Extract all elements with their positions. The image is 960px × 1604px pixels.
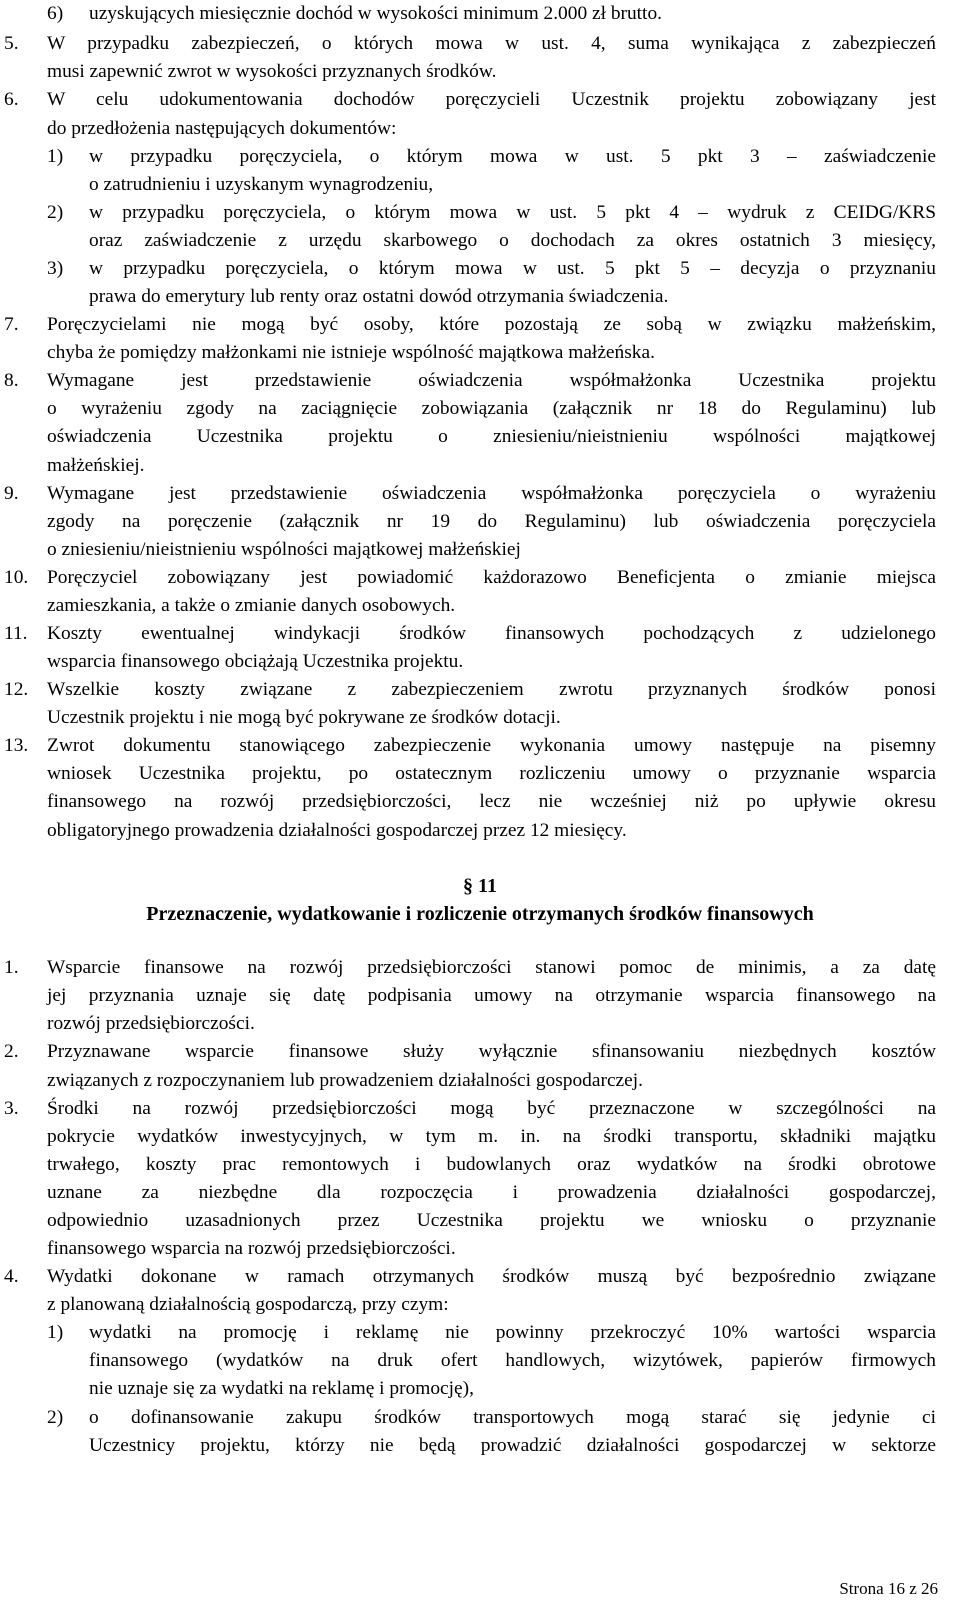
- paragraph-line: uznane za niezbędne dla rozpoczęcia i prowadzenia działalności gospodarczej,: [47, 1182, 936, 1203]
- paragraph-line: Wsparcie finansowe na rozwój przedsiębiorczości stanowi pomoc de minimis, a za datę: [47, 957, 936, 978]
- paragraph-number: 3.: [4, 1098, 19, 1119]
- paragraph-number: 13.: [4, 735, 29, 756]
- sub-item-line: o dofinansowanie zakupu środków transportowych mogą starać się jedynie ci: [89, 1407, 936, 1428]
- sub-item-line: finansowego (wydatków na druk ofert handlowych, wizytówek, papierów firmowych: [89, 1350, 936, 1371]
- paragraph-number: 2.: [4, 1041, 19, 1062]
- paragraph-number: 10.: [4, 567, 29, 588]
- paragraph-line: finansowego wsparcia na rozwój przedsiębiorczości.: [47, 1238, 456, 1259]
- sub-item-number: 2): [47, 1407, 64, 1428]
- paragraph-line: jej przyznania uznaje się datę podpisania umowy na otrzymanie wsparcia finansowego na: [47, 985, 936, 1006]
- paragraph-line: oświadczenia Uczestnika projektu o zniesieniu/nieistnieniu wspólności majątkowej: [47, 426, 936, 447]
- sub-item-line: o zatrudnieniu i uzyskanym wynagrodzeniu,: [89, 174, 434, 195]
- sub-item-number: 1): [47, 1322, 64, 1343]
- sub-item-line: Uczestnicy projektu, którzy nie będą prowadzić działalności gospodarczej w sektorze: [89, 1435, 936, 1456]
- paragraph-line: Koszty ewentualnej windykacji środków finansowych pochodzących z udzielonego: [47, 623, 936, 644]
- paragraph-line: zamieszkania, a także o zmianie danych osobowych.: [47, 595, 456, 616]
- paragraph-line: Wymagane jest przedstawienie oświadczenia współmałżonka Uczestnika projektu: [47, 370, 936, 391]
- paragraph-line: Poręczyciel zobowiązany jest powiadomić każdorazowo Beneficjenta o zmianie miejsca: [47, 567, 936, 588]
- paragraph-line: zgody na poręczenie (załącznik nr 19 do Regulaminu) lub oświadczenia poręczyciela: [47, 511, 936, 532]
- page-number: Strona 16 z 26: [839, 1579, 938, 1598]
- paragraph-line: z planowaną działalnością gospodarczą, przy czym:: [47, 1294, 449, 1315]
- paragraph-line: trwałego, koszty prac remontowych i budowlanych oraz wydatków na środki obrotowe: [47, 1154, 936, 1175]
- sub-item-line: w przypadku poręczyciela, o którym mowa w ust. 5 pkt 3 – zaświadczenie: [89, 146, 936, 167]
- paragraph-line: obligatoryjnego prowadzenia działalności gospodarczej przez 12 miesięcy.: [47, 820, 627, 841]
- paragraph-line: Poręczycielami nie mogą być osoby, które pozostają ze sobą w związku małżeńskim,: [47, 314, 936, 335]
- paragraph-line: musi zapewnić zwrot w wysokości przyznanych środków.: [47, 61, 497, 82]
- paragraph-line: Wymagane jest przedstawienie oświadczenia współmałżonka poręczyciela o wyrażeniu: [47, 483, 936, 504]
- paragraph-line: rozwój przedsiębiorczości.: [47, 1013, 255, 1034]
- paragraph-number: 4.: [4, 1266, 19, 1287]
- paragraph-line: o wyrażeniu zgody na zaciągnięcie zobowiązania (załącznik nr 18 do Regulaminu) lub: [47, 398, 936, 419]
- sub-item-line: nie uznaje się za wydatki na reklamę i promocję),: [89, 1378, 474, 1399]
- sub-item-number: 2): [47, 202, 64, 223]
- sub-item-number: 1): [47, 146, 64, 167]
- sub-item-line: prawa do emerytury lub renty oraz ostatni dowód otrzymania świadczenia.: [89, 286, 669, 307]
- paragraph-line: związanych z rozpoczynaniem lub prowadzeniem działalności gospodarczej.: [47, 1070, 643, 1091]
- sub-item-line: oraz zaświadczenie z urzędu skarbowego o dochodach za okres ostatnich 3 miesięcy,: [89, 230, 936, 251]
- paragraph-number: 1.: [4, 957, 19, 978]
- sub-item-number: 3): [47, 258, 64, 279]
- sub-item-line: w przypadku poręczyciela, o którym mowa w ust. 5 pkt 5 – decyzja o przyznaniu: [89, 258, 936, 279]
- section-number: § 11: [463, 875, 497, 897]
- paragraph-line: o zniesieniu/nieistnieniu wspólności majątkowej małżeńskiej: [47, 539, 521, 560]
- paragraph-line: Zwrot dokumentu stanowiącego zabezpieczenie wykonania umowy następuje na pisemny: [47, 735, 936, 756]
- paragraph-line: Wydatki dokonane w ramach otrzymanych środków muszą być bezpośrednio związane: [47, 1266, 936, 1287]
- paragraph-line: wniosek Uczestnika projektu, po ostatecznym rozliczeniu umowy o przyznanie wsparcia: [47, 763, 936, 784]
- paragraph-line: finansowego na rozwój przedsiębiorczości, lecz nie wcześniej niż po upływie okresu: [47, 791, 936, 812]
- paragraph-line: chyba że pomiędzy małżonkami nie istnieje wspólność majątkowa małżeńska.: [47, 342, 655, 363]
- paragraph-line: W celu udokumentowania dochodów poręczycieli Uczestnik projektu zobowiązany jest: [47, 89, 936, 110]
- paragraph-number: 7.: [4, 314, 19, 335]
- paragraph-line: do przedłożenia następujących dokumentów:: [47, 118, 397, 139]
- sub-item-text: uzyskujących miesięcznie dochód w wysokości minimum 2.000 zł brutto.: [89, 3, 662, 24]
- paragraph-line: wsparcia finansowego obciążają Uczestnika projektu.: [47, 651, 464, 672]
- paragraph-line: W przypadku zabezpieczeń, o których mowa w ust. 4, suma wynikająca z zabezpieczeń: [47, 33, 936, 54]
- paragraph-number: 11.: [4, 623, 28, 644]
- paragraph-line: pokrycie wydatków inwestycyjnych, w tym m. in. na środki transportu, składniki majątku: [47, 1126, 936, 1147]
- sub-item-number: 6): [47, 3, 64, 24]
- paragraph-line: Środki na rozwój przedsiębiorczości mogą być przeznaczone w szczególności na: [47, 1098, 936, 1119]
- paragraph-line: małżeńskiej.: [47, 455, 145, 476]
- paragraph-line: Przyznawane wsparcie finansowe służy wyłącznie sfinansowaniu niezbędnych kosztów: [47, 1041, 936, 1062]
- paragraph-number: 5.: [4, 33, 19, 54]
- paragraph-line: odpowiednio uzasadnionych przez Uczestnika projektu we wniosku o przyznanie: [47, 1210, 936, 1231]
- paragraph-number: 8.: [4, 370, 19, 391]
- paragraph-number: 6.: [4, 89, 19, 110]
- sub-item-line: wydatki na promocję i reklamę nie powinny przekroczyć 10% wartości wsparcia: [89, 1322, 936, 1343]
- paragraph-number: 12.: [4, 679, 29, 700]
- paragraph-number: 9.: [4, 483, 19, 504]
- paragraph-line: Uczestnik projektu i nie mogą być pokrywane ze środków dotacji.: [47, 707, 561, 728]
- sub-item-line: w przypadku poręczyciela, o którym mowa w ust. 5 pkt 4 – wydruk z CEIDG/KRS: [89, 202, 936, 223]
- paragraph-line: Wszelkie koszty związane z zabezpieczeniem zwrotu przyznanych środków ponosi: [47, 679, 936, 700]
- section-title: Przeznaczenie, wydatkowanie i rozliczenie otrzymanych środków finansowych: [146, 903, 814, 925]
